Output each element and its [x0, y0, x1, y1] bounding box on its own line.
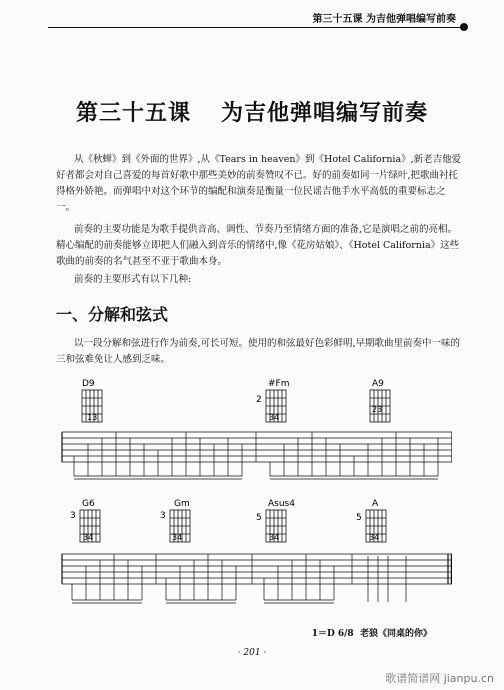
- finger-numbers: 13: [87, 413, 98, 422]
- running-head: 第三十五课 为吉他弹唱编写前奏: [312, 14, 456, 25]
- tab-staff-1: [62, 432, 452, 462]
- chord-diagram-asus4: [256, 499, 295, 542]
- section-heading: 一、分解和弦式: [56, 305, 169, 324]
- fret-number: 3: [70, 511, 76, 521]
- chord-name: G6: [82, 499, 95, 509]
- lesson-topic: 为吉他弹唱编写前奏: [221, 101, 429, 126]
- finger-numbers: 34: [269, 413, 280, 422]
- lesson-number: 第三十五课: [75, 101, 191, 126]
- header-rule: [48, 27, 464, 28]
- fret-number: 2: [256, 395, 262, 405]
- chord-name: A9: [372, 379, 384, 389]
- finger-numbers: 34: [269, 533, 280, 542]
- watermark: 歌谱简谱网 jianpu.cn: [385, 672, 494, 685]
- fret-number: 5: [256, 513, 262, 523]
- song-caption: [312, 626, 432, 639]
- chord-diagram-g6: [70, 499, 100, 542]
- tab-system-2: [56, 496, 452, 620]
- finger-numbers: 34: [83, 533, 94, 542]
- chord-name: A: [372, 499, 379, 509]
- song-key: 1＝D 6/8: [311, 629, 354, 639]
- tab-system-1: [56, 376, 452, 488]
- page-number: · 201 ·: [237, 648, 267, 658]
- song-source: 老狼《同桌的你》: [359, 629, 432, 639]
- lesson-title: [0, 96, 504, 127]
- tab-notes-2: [72, 554, 406, 603]
- section-paragraph: 以一段分解和弦进行作为前奏,可长可短。使用的和弦最好色彩鲜明,早期歌曲里前奏中一味的三和弦难免让人感到乏味。: [56, 338, 461, 365]
- finger-numbers: 23: [372, 405, 383, 414]
- tab-staff-2: [62, 554, 452, 584]
- intro-paragraph-2: 前奏的主要功能是为歌手提供音高、调性、节奏乃至情绪方面的准备,它是演唱之前的亮相。精心编配的前奏能够立即把人们融入到音乐的情绪中,像《花房姑娘》、《Hotel California》这些歌曲的前奏的名气甚至不亚于歌曲本身。: [56, 224, 460, 267]
- chord-name: Asus4: [268, 499, 295, 509]
- chord-diagram-a9: [370, 379, 390, 422]
- chord-name: Gm: [174, 499, 190, 509]
- intro-paragraph-1: 从《秋蝉》到《外面的世界》,从《Tears in heaven》到《Hotel California》,新老吉他爱好者都会对自己喜爱的每首好歌中那些美妙的前奏赞叹不已。好的前奏如同一片绿叶,把歌曲衬托得格外娇艳。而弹唱中对这个环节的编配和演奏是衡量一位民谣吉他手水平高低的重要标志之一。: [56, 154, 462, 213]
- chord-name: #Fm: [268, 379, 290, 389]
- intro-paragraph-3: 前奏的主要形式有以下几种:: [74, 274, 192, 285]
- header-dot: [460, 23, 468, 31]
- chord-diagram-gm: [160, 499, 190, 542]
- fret-number: 5: [356, 513, 362, 523]
- chord-diagram-d9: [82, 379, 102, 422]
- finger-numbers: 34: [369, 533, 380, 542]
- fret-number: 3: [160, 511, 166, 521]
- chord-diagram-fsharp-m: [256, 379, 290, 422]
- finger-numbers: 34: [172, 533, 183, 542]
- chord-diagram-a: [356, 499, 386, 542]
- chord-name: D9: [82, 379, 95, 389]
